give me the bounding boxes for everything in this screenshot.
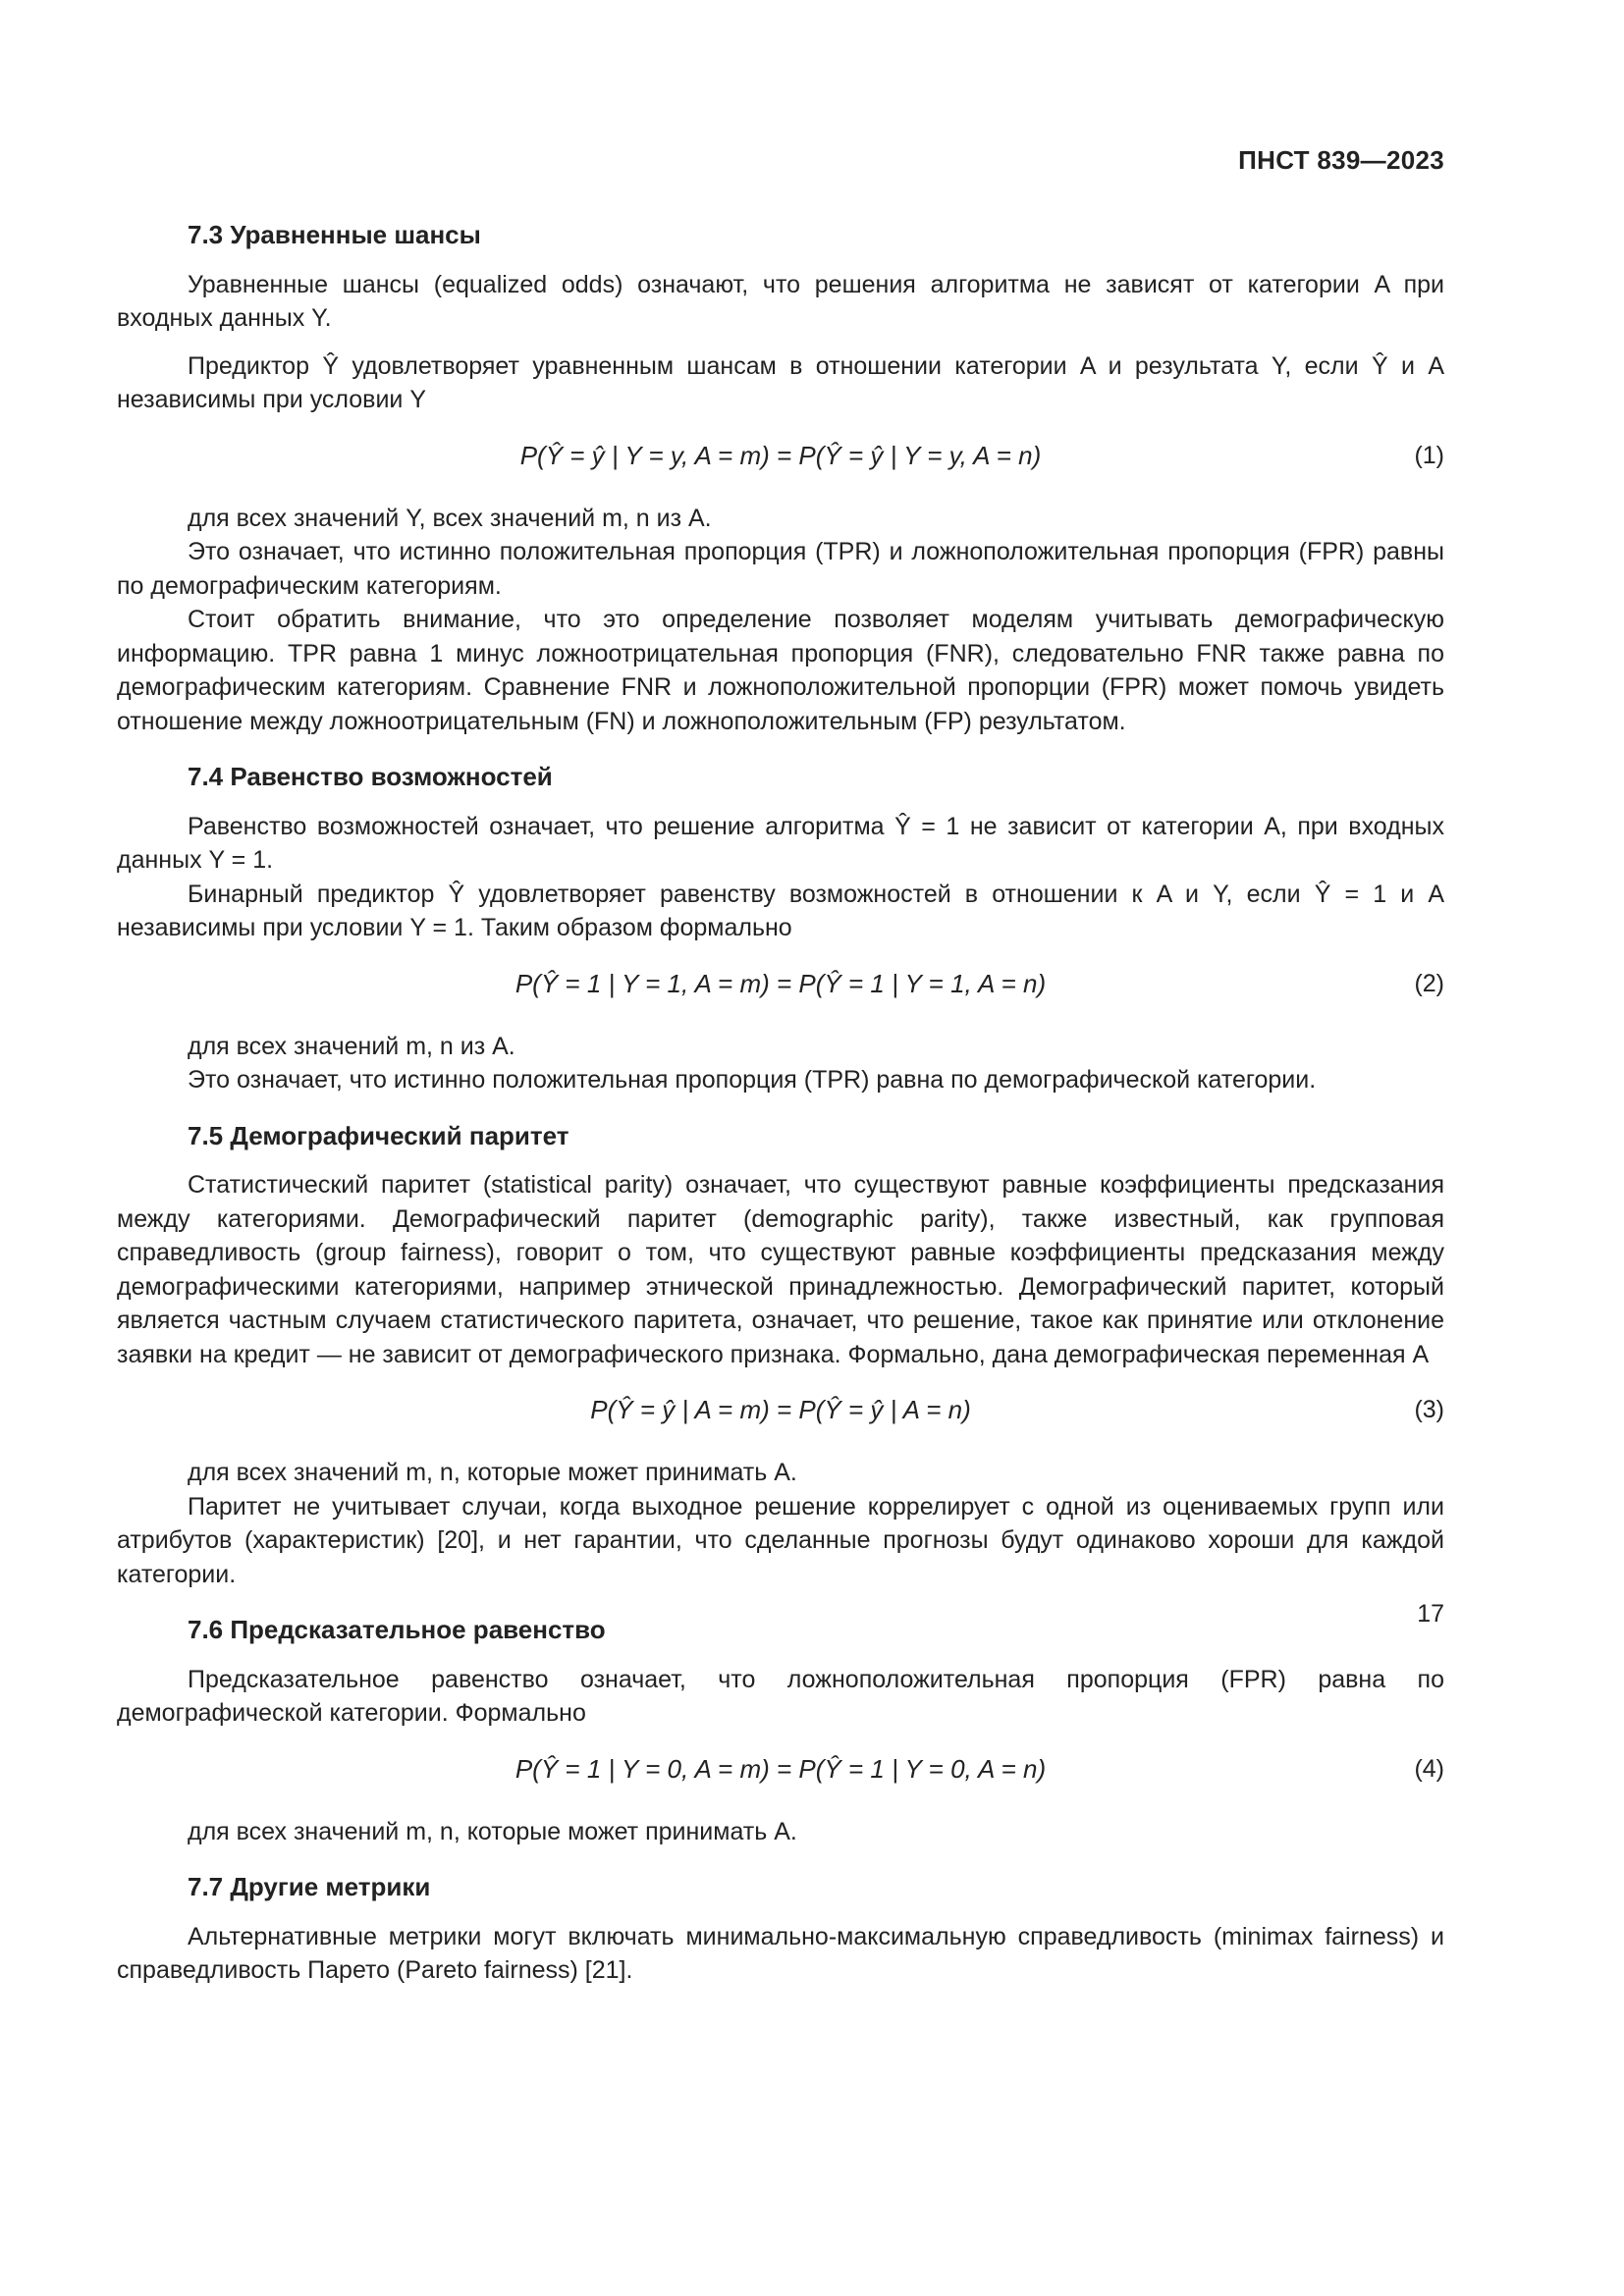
paragraph: для всех значений m, n из A. [188,1032,515,1060]
equation-formula: P(Ŷ = 1 | Y = 1, A = m) = P(Ŷ = 1 | Y = 1, A = n) [514,968,1047,998]
equation-formula: P(Ŷ = ŷ | A = m) = P(Ŷ = ŷ | A = n) [590,1395,971,1424]
paragraph: для всех значений m, n, которые может принимать A. [188,1459,797,1486]
equation-4 [117,1744,1444,1793]
paragraph: Равенство возможностей означает, что решение алгоритма Ŷ = 1 не зависит от категории A, при входных данных Y = 1. [117,812,1444,874]
paragraph: Предиктор Ŷ удовлетворяет уравненным шансам в отношении категории A и результата Y, если Ŷ и A независимы при условии Y [117,351,1444,413]
paragraph: Предсказательное равенство означает, что ложноположительная пропорция (FPR) равна по демографической категории. Формально [117,1665,1444,1727]
equation-1 [117,431,1444,480]
paragraph: для всех значений Y, всех значений m, n из A. [188,504,712,532]
page-number: 17 [1417,1600,1444,1628]
paragraph: Паритет не учитывает случаи, когда выходное решение коррелирует с одной из оцениваемых групп или атрибутов (характеристик) [20], и нет гарантии, что сделанные прогнозы будут одинаково хороши для каждой категории. [117,1492,1444,1588]
page-content [117,218,1444,1988]
section-heading-7-3: 7.3 Уравненные шансы [188,220,481,249]
document-code: ПНСТ 839—2023 [1238,145,1444,175]
section-heading-7-7: 7.7 Другие метрики [188,1872,431,1901]
paragraph: Статистический паритет (statistical parity) означает, что существуют равные коэффициенты предсказания между категориями. Демографический паритет (demographic parity), также известный, как групповая справедливость (group fairness), говорит о том, что существуют равные коэффициенты предсказания между демографическими категориями, например этнической принадлежностью. Демографический паритет, который является частным случаем статистического паритета, означает, что решение, такое как принятие или отклонение заявки на кредит — не зависит от демографического признака. Формально, дана демографическая переменная A [117,1171,1444,1368]
paragraph: для всех значений m, n, которые может принимать A. [188,1817,797,1845]
section-heading-7-4: 7.4 Равенство возможностей [188,762,553,791]
paragraph: Стоит обратить внимание, что это определение позволяет моделям учитывать демографическую информацию. TPR равна 1 минус ложноотрицательная пропорция (FNR), следовательно FNR также равна по демографическим категориям. Сравнение FNR и ложноположительной пропорции (FPR) может помочь увидеть отношение между ложноотрицательным (FN) и ложноположительным (FP) результатом. [117,606,1444,735]
equation-number: (4) [1414,1754,1444,1783]
equation-number: (3) [1414,1396,1444,1423]
paragraph: Бинарный предиктор Ŷ удовлетворяет равенству возможностей в отношении к A и Y, если Ŷ = 1 и A независимы при условии Y = 1. Таким образом формально [117,880,1444,941]
equation-formula: P(Ŷ = 1 | Y = 0, A = m) = P(Ŷ = 1 | Y = 0, A = n) [514,1753,1047,1784]
equation-number: (1) [1414,441,1444,469]
equation-formula: P(Ŷ = ŷ | Y = y, A = m) = P(Ŷ = ŷ | Y = y, A = n) [519,440,1042,470]
paragraph: Уравненные шансы (equalized odds) означают, что решения алгоритма не зависят от категории A при входных данных Y. [117,270,1444,332]
section-heading-7-5: 7.5 Демографический паритет [188,1120,569,1150]
section-heading-7-6: 7.6 Предсказательное равенство [188,1615,606,1644]
equation-number: (2) [1414,969,1444,997]
paragraph: Это означает, что истинно положительная пропорция (TPR) равна по демографической категории. [188,1066,1317,1094]
paragraph: Это означает, что истинно положительная пропорция (TPR) и ложноположительная пропорция (FPR) равны по демографическим категориям. [117,538,1444,600]
equation-2 [117,959,1444,1008]
equation-3 [117,1385,1444,1434]
paragraph: Альтернативные метрики могут включать минимально-максимальную справедливость (minimax fairness) и справедливость Парето (Pareto fairness) [21]. [117,1922,1444,1984]
